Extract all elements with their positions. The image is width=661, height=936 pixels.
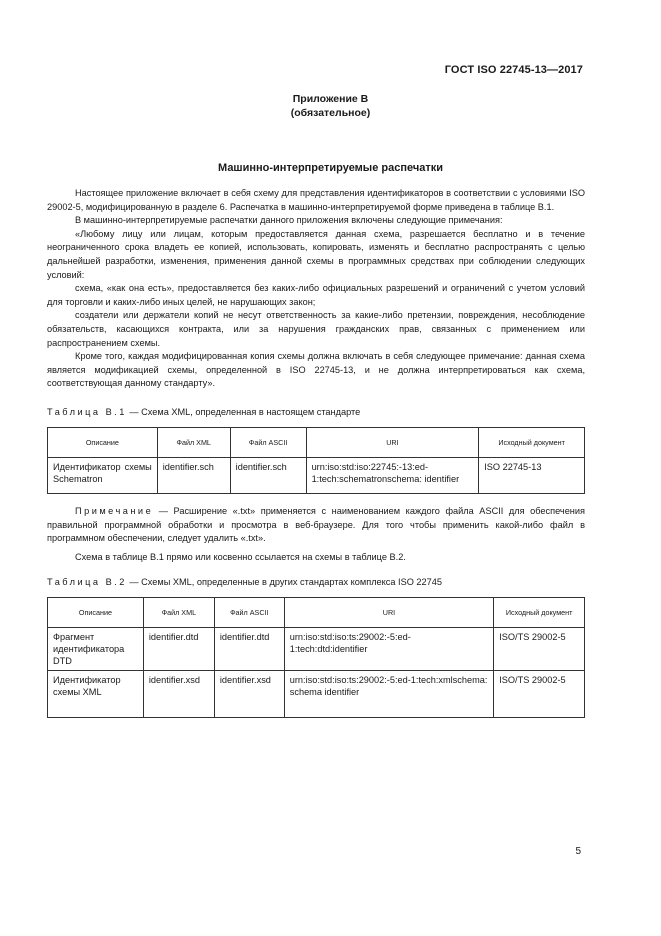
note-text: — Расширение «.txt» применяется с наименованием каждого файла ASCII для обеспечения правильной программной обработки и просмотра в веб-браузере. Для того чтобы применить какой-либо файл в программном обеспечении, следует удалить «.txt». [47,506,585,544]
table1-caption-label: Таблица В.1 [47,407,127,417]
table-note [47,505,585,546]
appendix-title: Приложение В [292,93,369,105]
table-cell: ISO 22745-13 [479,458,585,494]
standard-code: ГОСТ ISO 22745-13—2017 [444,64,583,76]
body-text [47,187,585,391]
paragraph: Кроме того, каждая модифицированная копия схемы должна включать в себя следующее примечание: данная схема является модификацией схемы, определенной в ISO 22745-13, и не должна интерпретироваться как схема, соответствующая данному стандарту». [47,351,585,389]
column-header: Исходный документ [494,598,585,628]
table-cell: Идентификатор схемы XML [48,671,144,718]
table1-caption-text: — Схема XML, определенная в настоящем стандарте [126,407,361,417]
appendix-status: (обязательное) [290,107,371,119]
table-row [48,671,585,718]
table-cell: identifier.sch [230,458,306,494]
table-cell: ISO/TS 29002-5 [494,671,585,718]
table1 [47,427,585,494]
table-cell: identifier.dtd [214,628,284,671]
table-cell: urn:iso:std:iso:22745:-13:ed-1:tech:schematronschema: identifier [306,458,479,494]
table-cell: urn:iso:std:iso:ts:29002:-5:ed-1:tech:dtd:identifier [284,628,493,671]
appendix-heading [0,92,661,120]
paragraph: создатели или держатели копий не несут ответственность за какие-либо претензии, повреждения, несоблюдение обязательств, касающихся контракта, или за нарушения гражданских прав, связанных с применением или распространением схемы. [47,310,585,348]
table-cell: Фрагмент идентификатора DTD [48,628,144,671]
table-cell: identifier.sch [157,458,230,494]
paragraph: схема, «как она есть», предоставляется без каких-либо официальных разрешений и ограничений с учетом условий для торговли и каких-либо иных целей, не нарушающих закон; [47,283,585,307]
table2-caption [47,577,442,587]
table-cell: identifier.xsd [143,671,214,718]
table-cell: Идентификатор схемы Schematron [48,458,158,494]
table-header-row [48,428,585,458]
table-row [48,458,585,494]
column-header: Файл XML [143,598,214,628]
table2-caption-label: Таблица В.2 [47,577,127,587]
table-cell: urn:iso:std:iso:ts:29002:-5:ed-1:tech:xmlschema: schema identifier [284,671,493,718]
column-header: Исходный документ [479,428,585,458]
column-header: Описание [48,598,144,628]
reference-line: Схема в таблице В.1 прямо или косвенно ссылается на схемы в таблице В.2. [75,552,406,562]
table-cell: identifier.xsd [214,671,284,718]
table1-caption [47,407,360,417]
table-row [48,628,585,671]
column-header: Описание [48,428,158,458]
column-header: Файл XML [157,428,230,458]
note-label: Примечание [75,506,154,516]
page-number: 5 [575,846,581,857]
table2 [47,597,585,718]
table-header-row [48,598,585,628]
section-title: Машинно-интерпретируемые распечатки [218,162,443,174]
column-header: Файл ASCII [230,428,306,458]
paragraph: Настоящее приложение включает в себя схему для представления идентификаторов в соответствии с условиями ISO 29002-5, модифицированную в разделе 6. Распечатка в машинно-интерпретируемой форме приведена в таблице В.1. [47,188,585,212]
column-header: URI [306,428,479,458]
column-header: URI [284,598,493,628]
table-cell: identifier.dtd [143,628,214,671]
table2-caption-text: — Схемы XML, определенные в других стандартах комплекса ISO 22745 [126,577,442,587]
paragraph: «Любому лицу или лицам, которым предоставляется данная схема, разрешается бесплатно и в течение неограниченного срока владеть ее копией, использовать, копировать, изменять и бесплатно распространять с целью дальнейшей разработки, изменения, применения данной схемы в программных средствах при соблюдении следующих условий: [47,228,585,280]
note-paragraph [47,505,585,546]
column-header: Файл ASCII [214,598,284,628]
paragraph: В машинно-интерпретируемые распечатки данного приложения включены следующие примечания: [75,215,503,226]
table-cell: ISO/TS 29002-5 [494,628,585,671]
